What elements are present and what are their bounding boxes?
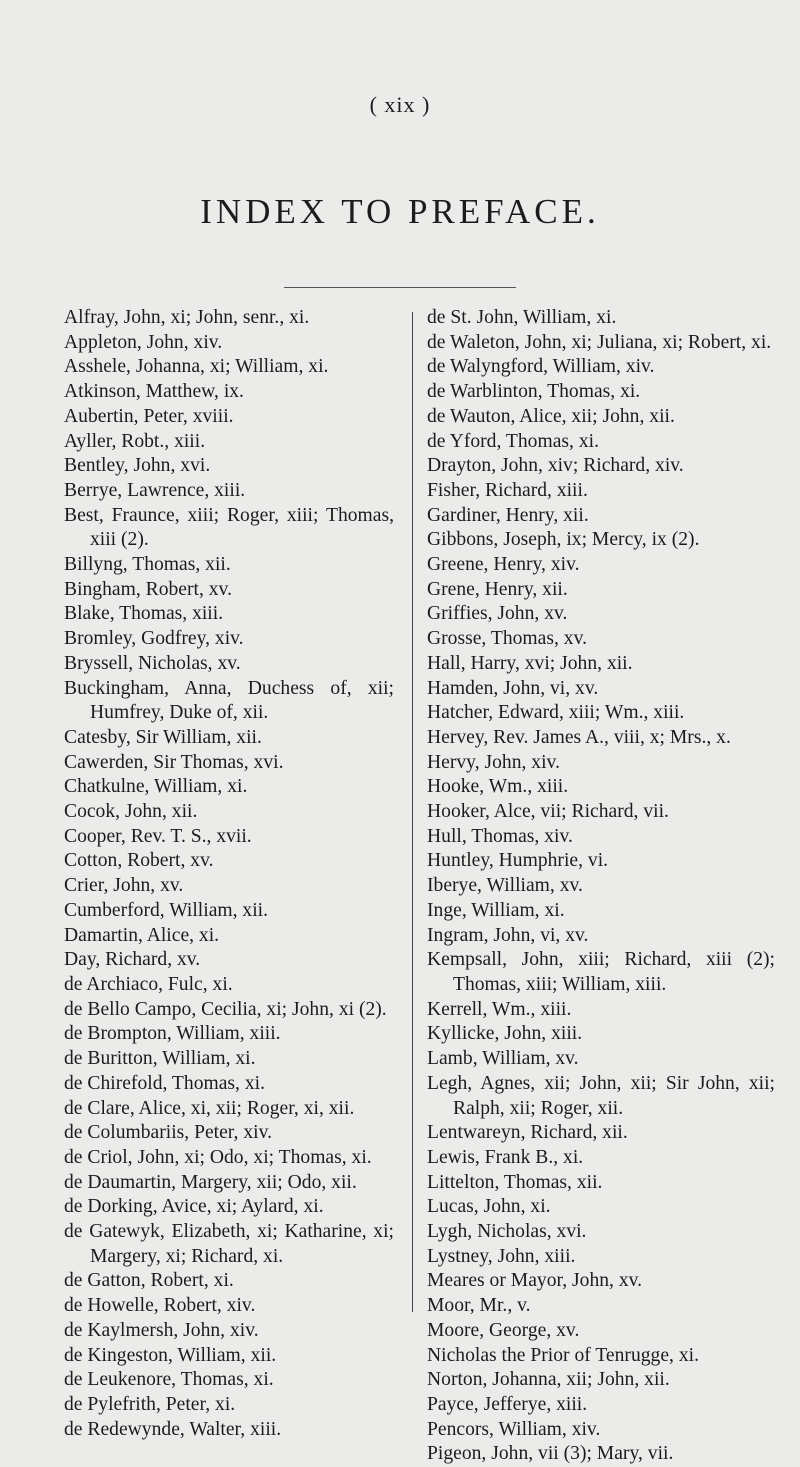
index-entry: de Leukenore, Thomas, xi. [64,1369,274,1391]
index-entry: de Buritton, William, xi. [64,1048,256,1070]
index-entry: Nicholas the Prior of Tenrugge, xi. [427,1344,699,1366]
index-entry: Hall, Harry, xvi; John, xii. [427,652,633,674]
index-entry: Norton, Johanna, xii; John, xii. [427,1369,670,1391]
index-entry: Blake, Thomas, xiii. [64,603,224,625]
index-column-left [64,306,394,1442]
index-entry: de Wauton, Alice, xii; John, xii. [427,405,675,427]
index-entry: Lucas, John, xi. [427,1196,551,1218]
page-title: INDEX TO PREFACE. [200,192,600,231]
index-entry: de Clare, Alice, xi, xii; Roger, xi, xii. [64,1097,355,1119]
index-entry: Damartin, Alice, xi. [64,924,220,946]
index-entry: de Kaylmersh, John, xiv. [64,1319,259,1341]
index-entry: Lewis, Frank B., xi. [427,1146,584,1168]
index-entry: Kempsall, John, xiii; Richard, xiii (2); Thomas, xiii; William, xiii. [427,949,775,995]
index-entry: Bentley, John, xvi. [64,455,211,477]
index-entry: Atkinson, Matthew, ix. [64,381,244,403]
index-entry: Hamden, John, vi, xv. [427,677,599,699]
index-entry: de Pylefrith, Peter, xi. [64,1393,236,1415]
index-entry: Hatcher, Edward, xiii; Wm., xiii. [427,702,685,724]
index-entry: Drayton, John, xiv; Richard, xiv. [427,455,684,477]
index-entry: Moor, Mr., v. [427,1295,531,1317]
index-entry: Appleton, John, xiv. [64,331,223,353]
index-entry: de Kingeston, William, xii. [64,1344,277,1366]
index-entry: de Chirefold, Thomas, xi. [64,1072,265,1094]
index-column-right [427,306,775,1467]
index-entry: Buckingham, Anna, Duchess of, xii; Humfrey, Duke of, xii. [64,677,394,724]
index-entry: de Gatton, Robert, xi. [64,1270,234,1292]
index-entry: Meares or Mayor, John, xv. [427,1270,643,1292]
index-entry: Ayller, Robt., xiii. [64,430,206,452]
index-entry: Inge, William, xi. [427,899,565,921]
index-entry: Huntley, Humphrie, vi. [427,850,609,872]
index-entry: Bingham, Robert, xv. [64,578,232,600]
index-entry: Aubertin, Peter, xviii. [64,405,234,427]
index-entry: Hull, Thomas, xiv. [427,825,573,847]
index-entry: Alfray, John, xi; John, senr., xi. [64,307,310,328]
index-entry: de Warblinton, Thomas, xi. [427,381,641,403]
index-entry: Cocok, John, xii. [64,801,198,823]
index-entry: Lystney, John, xiii. [427,1245,576,1267]
index-entry: de Gatewyk, Elizabeth, xi; Katharine, xi; Margery, xi; Richard, xi. [64,1221,394,1267]
index-entry: de St. John, William, xi. [427,307,617,328]
column-divider [412,312,413,1312]
index-entry: Hervey, Rev. James A., viii, x; Mrs., x. [427,726,731,748]
page-number: ( xix ) [369,92,431,117]
index-entry: Billyng, Thomas, xii. [64,554,231,576]
index-entry: Best, Fraunce, xiii; Roger, xiii; Thomas, xiii (2). [64,504,394,551]
index-entry: Kerrell, Wm., xiii. [427,998,572,1020]
index-entry: Payce, Jefferye, xiii. [427,1393,588,1415]
index-entry: Hervy, John, xiv. [427,751,560,773]
index-entry: Fisher, Richard, xiii. [427,479,588,501]
index-entry: de Waleton, John, xi; Juliana, xi; Robert, xi. [427,331,772,353]
index-entry: Grosse, Thomas, xv. [427,628,588,650]
index-entry: de Daumartin, Margery, xii; Odo, xii. [64,1171,357,1193]
index-entry: Pigeon, John, vii (3); Mary, vii. [427,1443,674,1465]
index-entry: de Dorking, Avice, xi; Aylard, xi. [64,1196,324,1218]
index-entry: Hooker, Alce, vii; Richard, vii. [427,801,669,823]
index-entry: Berrye, Lawrence, xiii. [64,479,246,501]
index-entry: Chatkulne, William, xi. [64,776,248,798]
index-entry: Iberye, William, xv. [427,875,583,897]
index-entry: Asshele, Johanna, xi; William, xi. [64,356,329,378]
index-entry: de Archiaco, Fulc, xi. [64,973,233,995]
index-entry: Moore, George, xv. [427,1319,580,1341]
index-entry: de Yford, Thomas, xi. [427,430,599,452]
index-entry: Lentwareyn, Richard, xii. [427,1122,628,1144]
index-entry: Cawerden, Sir Thomas, xvi. [64,751,284,773]
index-entry: Pencors, William, xiv. [427,1418,601,1440]
index-entry: Griffies, John, xv. [427,603,568,625]
index-entry: de Redewynde, Walter, xiii. [64,1418,282,1440]
index-entry: Lamb, William, xv. [427,1048,579,1070]
index-entry: Kyllicke, John, xiii. [427,1023,583,1045]
index-entry: Greene, Henry, xiv. [427,554,580,576]
index-entry: Day, Richard, xv. [64,949,201,971]
index-entry: Gardiner, Henry, xii. [427,504,589,526]
index-entry: Bromley, Godfrey, xiv. [64,628,244,650]
index-entry: Cumberford, William, xii. [64,899,269,921]
index-entry: Grene, Henry, xii. [427,578,568,600]
index-entry: Cooper, Rev. T. S., xvii. [64,825,252,847]
index-entry: Lygh, Nicholas, xvi. [427,1221,587,1243]
index-entry: de Brompton, William, xiii. [64,1023,281,1045]
index-entry: Legh, Agnes, xii; John, xii; Sir John, xii; Ralph, xii; Roger, xii. [427,1072,775,1119]
index-entry: Ingram, John, vi, xv. [427,924,589,946]
index-entry: Bryssell, Nicholas, xv. [64,652,241,674]
index-entry: de Howelle, Robert, xiv. [64,1295,256,1317]
index-entry: Crier, John, xv. [64,875,184,897]
title-rule [284,287,516,288]
index-entry: Catesby, Sir William, xii. [64,726,262,748]
index-entry: de Bello Campo, Cecilia, xi; John, xi (2). [64,998,387,1020]
index-entry: de Criol, John, xi; Odo, xi; Thomas, xi. [64,1146,372,1168]
index-entry: Littelton, Thomas, xii. [427,1171,603,1193]
index-entry: de Walyngford, William, xiv. [427,356,655,378]
index-entry: Hooke, Wm., xiii. [427,776,569,798]
index-entry: de Columbariis, Peter, xiv. [64,1122,273,1144]
index-entry: Cotton, Robert, xv. [64,850,214,872]
index-entry: Gibbons, Joseph, ix; Mercy, ix (2). [427,529,700,551]
